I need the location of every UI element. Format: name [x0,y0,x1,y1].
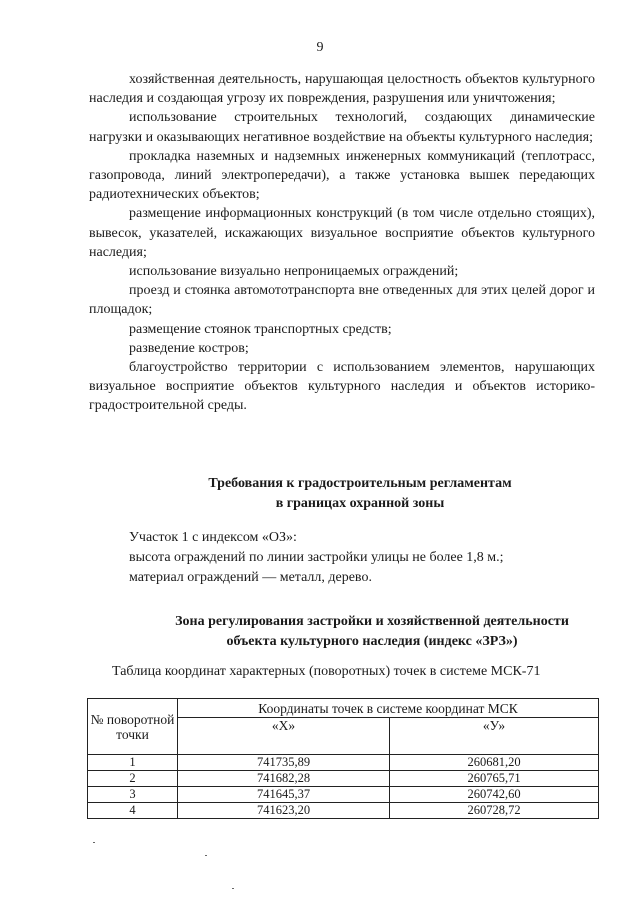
cell-y: 260742,60 [390,787,599,803]
cell-y: 260765,71 [390,771,599,787]
restriction-paragraph: прокладка наземных и надземных инженерных коммуникаций (теплотрасс, газопровода, линий электропередачи), а также установка вышек передающих радиотехнических объектов; [89,148,595,203]
coordinates-table [87,698,599,819]
header-coordinates: Координаты точек в системе координат МСК [178,699,599,718]
restriction-paragraph: использование строительных технологий, создающих динамические нагрузки и оказывающих негативное воздействие на объекты культурного наследия; [89,110,595,145]
restriction-paragraph: благоустройство территории с использованием элементов, нарушающих визуальное восприятие объектов культурного наследия и объектов историко-градостроительной среды. [89,360,595,414]
restriction-paragraph: использование визуально непроницаемых ограждений; [129,264,459,280]
cell-x: 741623,20 [178,803,390,819]
restriction-paragraph: разведение костров; [129,340,249,356]
table-row [88,755,599,771]
scan-speck [232,888,234,889]
table-caption: Таблица координат характерных (поворотных) точек в системе МСК-71 [112,664,541,679]
requirements-heading-line: в границах охранной зоны [275,495,445,511]
restriction-paragraph: проезд и стоянка автомототранспорта вне отведенных для этих целей дорог и площадок; [89,283,595,318]
restriction-paragraph: размещение информационных конструкций (в том числе отдельно стоящих), вывесок, указателей, искажающих визуальное восприятие объектов культурного наследия; [89,206,595,260]
zone-heading [118,612,626,651]
scan-speck [93,842,95,843]
table-row [88,787,599,803]
cell-number: 4 [88,803,178,819]
restriction-paragraph: размещение стоянок транспортных средств; [129,321,392,337]
table-row [88,771,599,787]
cell-x: 741735,89 [178,755,390,771]
cell-number: 2 [88,771,178,787]
cell-x: 741682,28 [178,771,390,787]
cell-number: 3 [88,787,178,803]
requirements-heading-line: Требования к градостроительным регламентам [208,476,512,491]
header-point-number: № поворотной точки [88,699,178,755]
header-x: «X» [178,718,390,755]
restrictions-list [89,70,595,416]
page-number: 9 [316,40,324,55]
plot-label: Участок 1 с индексом «ОЗ»: [129,530,297,545]
zone-heading-line: Зона регулирования застройки и хозяйственной деятельности [175,614,569,629]
cell-y: 260728,72 [390,803,599,819]
cell-x: 741645,37 [178,787,390,803]
table-row [88,803,599,819]
zone-heading-line: объекта культурного наследия (индекс «ЗРЗ») [226,633,518,649]
restriction-paragraph: хозяйственная деятельность, нарушающая целостность объектов культурного наследия и создающая угрозу их повреждения, разрушения или уничтожения; [89,72,595,107]
cell-number: 1 [88,755,178,771]
header-y: «У» [390,718,599,755]
plot-requirements [89,528,595,588]
requirements-heading [150,474,570,513]
fence-height: высота ограждений по линии застройки улицы не более 1,8 м.; [129,550,504,565]
cell-y: 260681,20 [390,755,599,771]
scan-speck [205,855,207,856]
fence-material: материал ограждений — металл, дерево. [129,570,372,585]
